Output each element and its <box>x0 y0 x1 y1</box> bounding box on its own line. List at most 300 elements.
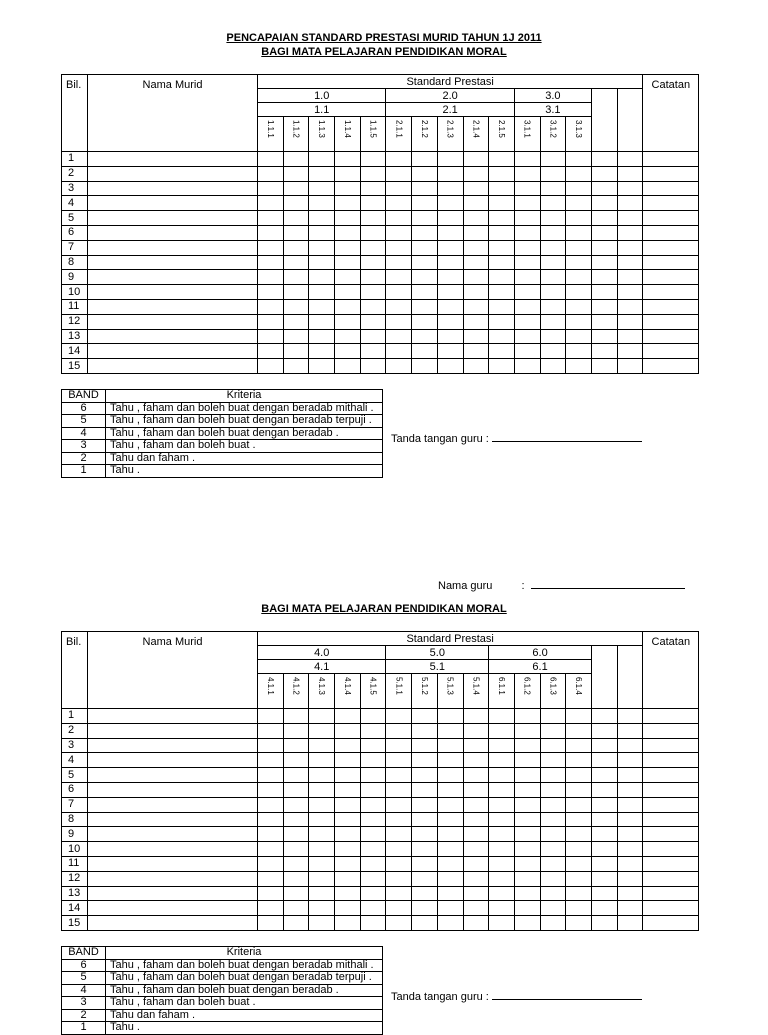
score-cell[interactable] <box>463 709 489 724</box>
student-name-cell[interactable] <box>88 723 258 738</box>
score-cell[interactable] <box>258 225 284 240</box>
score-cell[interactable] <box>437 709 463 724</box>
score-cell[interactable] <box>258 768 284 783</box>
score-cell[interactable] <box>463 797 489 812</box>
score-cell[interactable] <box>335 196 361 211</box>
catatan-cell[interactable] <box>643 797 699 812</box>
score-cell[interactable] <box>514 723 540 738</box>
score-cell[interactable] <box>514 738 540 753</box>
score-cell[interactable] <box>283 842 309 857</box>
score-cell[interactable] <box>489 181 515 196</box>
score-cell[interactable] <box>258 344 284 359</box>
score-cell[interactable] <box>463 166 489 181</box>
score-cell[interactable] <box>540 255 566 270</box>
catatan-cell[interactable] <box>643 842 699 857</box>
score-cell[interactable] <box>437 152 463 167</box>
score-cell[interactable] <box>591 827 617 842</box>
score-cell[interactable] <box>617 709 643 724</box>
score-cell[interactable] <box>412 166 438 181</box>
score-cell[interactable] <box>437 240 463 255</box>
score-cell[interactable] <box>360 240 386 255</box>
score-cell[interactable] <box>540 211 566 226</box>
score-cell[interactable] <box>335 782 361 797</box>
score-cell[interactable] <box>591 181 617 196</box>
score-cell[interactable] <box>437 768 463 783</box>
score-cell[interactable] <box>437 782 463 797</box>
score-cell[interactable] <box>386 329 412 344</box>
catatan-cell[interactable] <box>643 709 699 724</box>
score-cell[interactable] <box>566 768 592 783</box>
score-cell[interactable] <box>540 329 566 344</box>
score-cell[interactable] <box>540 856 566 871</box>
score-cell[interactable] <box>335 738 361 753</box>
score-cell[interactable] <box>489 812 515 827</box>
score-cell[interactable] <box>335 314 361 329</box>
score-cell[interactable] <box>489 270 515 285</box>
catatan-cell[interactable] <box>643 782 699 797</box>
score-cell[interactable] <box>386 225 412 240</box>
score-cell[interactable] <box>309 886 335 901</box>
score-cell[interactable] <box>412 225 438 240</box>
score-cell[interactable] <box>258 359 284 374</box>
score-cell[interactable] <box>386 812 412 827</box>
score-cell[interactable] <box>412 329 438 344</box>
score-cell[interactable] <box>514 916 540 931</box>
score-cell[interactable] <box>591 753 617 768</box>
score-cell[interactable] <box>335 886 361 901</box>
score-cell[interactable] <box>566 827 592 842</box>
score-cell[interactable] <box>360 782 386 797</box>
score-cell[interactable] <box>437 314 463 329</box>
student-name-cell[interactable] <box>88 842 258 857</box>
score-cell[interactable] <box>540 723 566 738</box>
student-name-cell[interactable] <box>88 768 258 783</box>
score-cell[interactable] <box>386 827 412 842</box>
score-cell[interactable] <box>309 768 335 783</box>
score-cell[interactable] <box>283 255 309 270</box>
score-cell[interactable] <box>489 916 515 931</box>
score-cell[interactable] <box>591 901 617 916</box>
score-cell[interactable] <box>360 797 386 812</box>
score-cell[interactable] <box>566 871 592 886</box>
score-cell[interactable] <box>283 738 309 753</box>
score-cell[interactable] <box>412 856 438 871</box>
score-cell[interactable] <box>283 211 309 226</box>
score-cell[interactable] <box>591 797 617 812</box>
score-cell[interactable] <box>617 255 643 270</box>
score-cell[interactable] <box>258 196 284 211</box>
score-cell[interactable] <box>617 723 643 738</box>
score-cell[interactable] <box>360 344 386 359</box>
score-cell[interactable] <box>591 738 617 753</box>
score-cell[interactable] <box>335 916 361 931</box>
score-cell[interactable] <box>540 753 566 768</box>
score-cell[interactable] <box>437 181 463 196</box>
score-cell[interactable] <box>335 827 361 842</box>
score-cell[interactable] <box>437 196 463 211</box>
score-cell[interactable] <box>540 871 566 886</box>
score-cell[interactable] <box>412 299 438 314</box>
catatan-cell[interactable] <box>643 314 699 329</box>
catatan-cell[interactable] <box>643 211 699 226</box>
score-cell[interactable] <box>591 812 617 827</box>
score-cell[interactable] <box>540 270 566 285</box>
score-cell[interactable] <box>489 856 515 871</box>
score-cell[interactable] <box>360 723 386 738</box>
score-cell[interactable] <box>360 916 386 931</box>
score-cell[interactable] <box>540 738 566 753</box>
score-cell[interactable] <box>566 225 592 240</box>
nama-guru-field[interactable] <box>438 578 685 592</box>
score-cell[interactable] <box>566 211 592 226</box>
catatan-cell[interactable] <box>643 738 699 753</box>
score-cell[interactable] <box>617 344 643 359</box>
score-cell[interactable] <box>463 196 489 211</box>
score-cell[interactable] <box>489 359 515 374</box>
score-cell[interactable] <box>258 901 284 916</box>
score-cell[interactable] <box>463 827 489 842</box>
score-cell[interactable] <box>617 916 643 931</box>
score-cell[interactable] <box>386 270 412 285</box>
score-cell[interactable] <box>360 255 386 270</box>
student-name-cell[interactable] <box>88 738 258 753</box>
score-cell[interactable] <box>335 225 361 240</box>
nama-guru-line[interactable] <box>531 578 685 589</box>
score-cell[interactable] <box>283 299 309 314</box>
score-cell[interactable] <box>566 916 592 931</box>
score-cell[interactable] <box>309 916 335 931</box>
student-name-cell[interactable] <box>88 240 258 255</box>
score-cell[interactable] <box>412 901 438 916</box>
score-cell[interactable] <box>386 344 412 359</box>
student-name-cell[interactable] <box>88 211 258 226</box>
score-cell[interactable] <box>437 842 463 857</box>
score-cell[interactable] <box>514 709 540 724</box>
score-cell[interactable] <box>540 886 566 901</box>
score-cell[interactable] <box>540 166 566 181</box>
score-cell[interactable] <box>617 842 643 857</box>
score-cell[interactable] <box>309 225 335 240</box>
score-cell[interactable] <box>566 886 592 901</box>
score-cell[interactable] <box>591 270 617 285</box>
score-cell[interactable] <box>489 299 515 314</box>
score-cell[interactable] <box>566 856 592 871</box>
score-cell[interactable] <box>566 240 592 255</box>
score-cell[interactable] <box>463 344 489 359</box>
score-cell[interactable] <box>489 211 515 226</box>
score-cell[interactable] <box>437 166 463 181</box>
score-cell[interactable] <box>412 723 438 738</box>
score-cell[interactable] <box>540 842 566 857</box>
score-cell[interactable] <box>514 359 540 374</box>
score-cell[interactable] <box>309 753 335 768</box>
score-cell[interactable] <box>591 856 617 871</box>
score-cell[interactable] <box>591 768 617 783</box>
catatan-cell[interactable] <box>643 359 699 374</box>
score-cell[interactable] <box>591 723 617 738</box>
score-cell[interactable] <box>309 797 335 812</box>
score-cell[interactable] <box>540 812 566 827</box>
score-cell[interactable] <box>540 152 566 167</box>
score-cell[interactable] <box>617 901 643 916</box>
catatan-cell[interactable] <box>643 827 699 842</box>
score-cell[interactable] <box>386 359 412 374</box>
score-cell[interactable] <box>360 285 386 300</box>
signature-line[interactable] <box>492 431 642 442</box>
score-cell[interactable] <box>309 871 335 886</box>
score-cell[interactable] <box>489 152 515 167</box>
score-cell[interactable] <box>258 166 284 181</box>
score-cell[interactable] <box>309 211 335 226</box>
score-cell[interactable] <box>591 871 617 886</box>
score-cell[interactable] <box>463 359 489 374</box>
score-cell[interactable] <box>335 723 361 738</box>
score-cell[interactable] <box>540 797 566 812</box>
score-cell[interactable] <box>617 886 643 901</box>
student-name-cell[interactable] <box>88 196 258 211</box>
score-cell[interactable] <box>412 886 438 901</box>
score-cell[interactable] <box>540 314 566 329</box>
score-cell[interactable] <box>258 886 284 901</box>
score-cell[interactable] <box>566 723 592 738</box>
student-name-cell[interactable] <box>88 916 258 931</box>
score-cell[interactable] <box>283 753 309 768</box>
score-cell[interactable] <box>258 812 284 827</box>
score-cell[interactable] <box>360 738 386 753</box>
score-cell[interactable] <box>463 842 489 857</box>
score-cell[interactable] <box>360 299 386 314</box>
score-cell[interactable] <box>335 753 361 768</box>
catatan-cell[interactable] <box>643 753 699 768</box>
score-cell[interactable] <box>412 738 438 753</box>
score-cell[interactable] <box>463 916 489 931</box>
score-cell[interactable] <box>566 738 592 753</box>
score-cell[interactable] <box>412 240 438 255</box>
score-cell[interactable] <box>437 723 463 738</box>
score-cell[interactable] <box>309 723 335 738</box>
score-cell[interactable] <box>566 196 592 211</box>
score-cell[interactable] <box>617 753 643 768</box>
score-cell[interactable] <box>463 738 489 753</box>
score-cell[interactable] <box>360 359 386 374</box>
score-cell[interactable] <box>258 827 284 842</box>
score-cell[interactable] <box>489 285 515 300</box>
score-cell[interactable] <box>360 812 386 827</box>
score-cell[interactable] <box>489 196 515 211</box>
score-cell[interactable] <box>617 827 643 842</box>
score-cell[interactable] <box>335 856 361 871</box>
score-cell[interactable] <box>309 196 335 211</box>
score-cell[interactable] <box>335 270 361 285</box>
score-cell[interactable] <box>258 314 284 329</box>
score-cell[interactable] <box>386 901 412 916</box>
catatan-cell[interactable] <box>643 166 699 181</box>
score-cell[interactable] <box>591 782 617 797</box>
score-cell[interactable] <box>489 797 515 812</box>
score-cell[interactable] <box>386 240 412 255</box>
score-cell[interactable] <box>591 314 617 329</box>
score-cell[interactable] <box>540 240 566 255</box>
score-cell[interactable] <box>591 285 617 300</box>
score-cell[interactable] <box>617 871 643 886</box>
score-cell[interactable] <box>514 827 540 842</box>
score-cell[interactable] <box>386 886 412 901</box>
score-cell[interactable] <box>540 782 566 797</box>
score-cell[interactable] <box>566 314 592 329</box>
score-cell[interactable] <box>412 211 438 226</box>
score-cell[interactable] <box>412 916 438 931</box>
catatan-cell[interactable] <box>643 181 699 196</box>
score-cell[interactable] <box>258 240 284 255</box>
score-cell[interactable] <box>540 359 566 374</box>
score-cell[interactable] <box>489 901 515 916</box>
score-cell[interactable] <box>489 255 515 270</box>
score-cell[interactable] <box>360 842 386 857</box>
score-cell[interactable] <box>566 329 592 344</box>
score-cell[interactable] <box>514 797 540 812</box>
score-cell[interactable] <box>412 181 438 196</box>
score-cell[interactable] <box>258 285 284 300</box>
score-cell[interactable] <box>591 196 617 211</box>
score-cell[interactable] <box>335 255 361 270</box>
score-cell[interactable] <box>514 812 540 827</box>
score-cell[interactable] <box>283 240 309 255</box>
score-cell[interactable] <box>412 314 438 329</box>
score-cell[interactable] <box>335 871 361 886</box>
catatan-cell[interactable] <box>643 196 699 211</box>
score-cell[interactable] <box>309 240 335 255</box>
score-cell[interactable] <box>386 753 412 768</box>
score-cell[interactable] <box>617 225 643 240</box>
score-cell[interactable] <box>412 359 438 374</box>
score-cell[interactable] <box>514 886 540 901</box>
catatan-cell[interactable] <box>643 916 699 931</box>
score-cell[interactable] <box>309 782 335 797</box>
score-cell[interactable] <box>591 152 617 167</box>
score-cell[interactable] <box>617 166 643 181</box>
score-cell[interactable] <box>386 285 412 300</box>
score-cell[interactable] <box>540 916 566 931</box>
catatan-cell[interactable] <box>643 329 699 344</box>
score-cell[interactable] <box>335 166 361 181</box>
score-cell[interactable] <box>540 901 566 916</box>
student-name-cell[interactable] <box>88 827 258 842</box>
score-cell[interactable] <box>540 709 566 724</box>
score-cell[interactable] <box>258 270 284 285</box>
score-cell[interactable] <box>514 329 540 344</box>
score-cell[interactable] <box>386 211 412 226</box>
score-cell[interactable] <box>283 181 309 196</box>
score-cell[interactable] <box>437 886 463 901</box>
student-name-cell[interactable] <box>88 329 258 344</box>
student-name-cell[interactable] <box>88 709 258 724</box>
score-cell[interactable] <box>335 329 361 344</box>
score-cell[interactable] <box>540 344 566 359</box>
score-cell[interactable] <box>437 299 463 314</box>
score-cell[interactable] <box>566 359 592 374</box>
score-cell[interactable] <box>437 753 463 768</box>
score-cell[interactable] <box>463 782 489 797</box>
score-cell[interactable] <box>489 240 515 255</box>
score-cell[interactable] <box>309 812 335 827</box>
score-cell[interactable] <box>617 285 643 300</box>
score-cell[interactable] <box>489 166 515 181</box>
score-cell[interactable] <box>514 901 540 916</box>
score-cell[interactable] <box>540 181 566 196</box>
score-cell[interactable] <box>360 827 386 842</box>
score-cell[interactable] <box>283 344 309 359</box>
student-name-cell[interactable] <box>88 871 258 886</box>
score-cell[interactable] <box>617 299 643 314</box>
score-cell[interactable] <box>258 211 284 226</box>
score-cell[interactable] <box>514 270 540 285</box>
score-cell[interactable] <box>283 827 309 842</box>
score-cell[interactable] <box>463 723 489 738</box>
score-cell[interactable] <box>463 181 489 196</box>
score-cell[interactable] <box>489 827 515 842</box>
score-cell[interactable] <box>283 359 309 374</box>
score-cell[interactable] <box>489 314 515 329</box>
score-cell[interactable] <box>360 270 386 285</box>
score-cell[interactable] <box>412 255 438 270</box>
score-cell[interactable] <box>412 709 438 724</box>
catatan-cell[interactable] <box>643 225 699 240</box>
score-cell[interactable] <box>386 856 412 871</box>
score-cell[interactable] <box>309 738 335 753</box>
score-cell[interactable] <box>463 225 489 240</box>
score-cell[interactable] <box>540 225 566 240</box>
score-cell[interactable] <box>412 344 438 359</box>
score-cell[interactable] <box>283 871 309 886</box>
score-cell[interactable] <box>360 225 386 240</box>
score-cell[interactable] <box>514 768 540 783</box>
score-cell[interactable] <box>335 901 361 916</box>
score-cell[interactable] <box>258 299 284 314</box>
score-cell[interactable] <box>309 901 335 916</box>
score-cell[interactable] <box>514 314 540 329</box>
score-cell[interactable] <box>489 782 515 797</box>
score-cell[interactable] <box>463 856 489 871</box>
score-cell[interactable] <box>309 255 335 270</box>
score-cell[interactable] <box>617 152 643 167</box>
score-cell[interactable] <box>463 768 489 783</box>
score-cell[interactable] <box>386 152 412 167</box>
score-cell[interactable] <box>514 299 540 314</box>
score-cell[interactable] <box>335 211 361 226</box>
score-cell[interactable] <box>437 856 463 871</box>
catatan-cell[interactable] <box>643 285 699 300</box>
score-cell[interactable] <box>335 152 361 167</box>
score-cell[interactable] <box>566 901 592 916</box>
score-cell[interactable] <box>412 812 438 827</box>
score-cell[interactable] <box>309 709 335 724</box>
score-cell[interactable] <box>258 709 284 724</box>
score-cell[interactable] <box>386 782 412 797</box>
score-cell[interactable] <box>309 152 335 167</box>
score-cell[interactable] <box>540 196 566 211</box>
catatan-cell[interactable] <box>643 812 699 827</box>
score-cell[interactable] <box>514 871 540 886</box>
score-cell[interactable] <box>283 166 309 181</box>
score-cell[interactable] <box>617 812 643 827</box>
score-cell[interactable] <box>437 255 463 270</box>
score-cell[interactable] <box>283 270 309 285</box>
score-cell[interactable] <box>591 255 617 270</box>
score-cell[interactable] <box>617 329 643 344</box>
score-cell[interactable] <box>412 285 438 300</box>
score-cell[interactable] <box>437 812 463 827</box>
score-cell[interactable] <box>283 782 309 797</box>
